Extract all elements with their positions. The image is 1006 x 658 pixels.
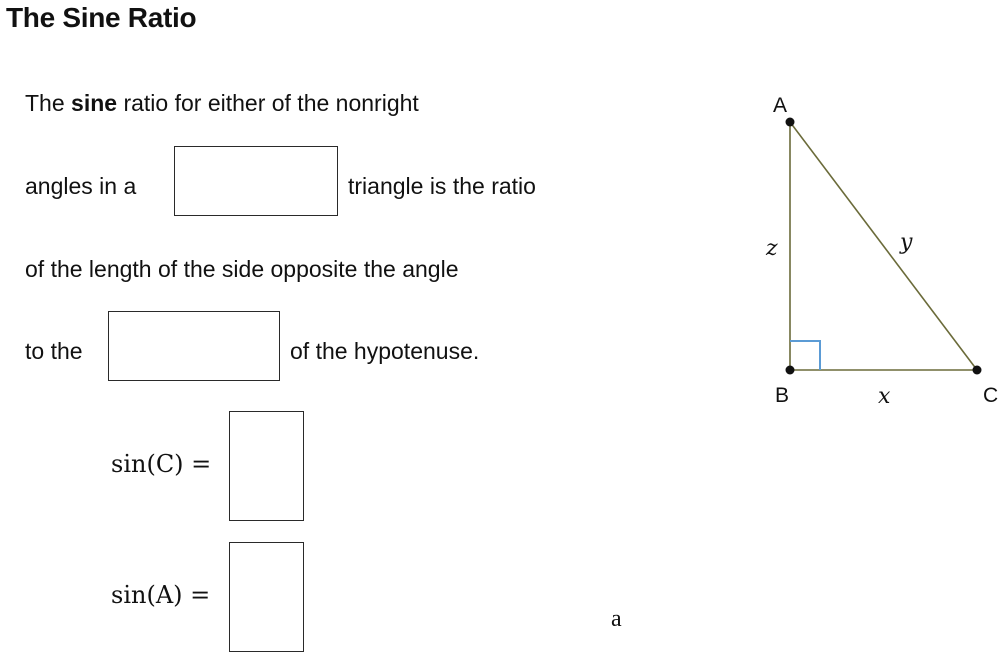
stray-text: a: [611, 606, 622, 632]
line2-post: triangle is the ratio: [348, 173, 536, 199]
vertex-c-label: C: [983, 384, 999, 407]
vertex-a-label: A: [773, 94, 788, 117]
sine-keyword: sine: [71, 90, 118, 116]
line1-pre: The: [25, 90, 72, 116]
triangle-type-blank[interactable]: [174, 146, 338, 216]
vertex-b-dot: [786, 366, 795, 375]
length-of-blank[interactable]: [108, 311, 280, 381]
sin-a-label: sin(A) =: [111, 581, 211, 609]
vertex-c-dot: [973, 366, 982, 375]
line1-post: ratio for either of the nonright: [117, 90, 419, 116]
triangle-sides: [790, 122, 977, 370]
sin-a-answer-box[interactable]: [229, 542, 304, 652]
side-ab-label: z: [766, 236, 778, 261]
vertex-b-label: B: [775, 384, 790, 407]
side-bc-label: x: [878, 384, 891, 409]
side-ac: [790, 122, 977, 370]
right-angle-marker: [790, 341, 820, 370]
line2-pre: angles in a: [25, 173, 137, 199]
side-ac-label: y: [900, 230, 913, 255]
paragraph-line-3: of the length of the side opposite the angle: [25, 256, 459, 282]
line4-post: of the hypotenuse.: [290, 338, 480, 364]
sin-c-label: sin(C) =: [111, 450, 212, 478]
line4-pre: to the: [25, 338, 83, 364]
vertex-a-dot: [786, 118, 795, 127]
sin-c-answer-box[interactable]: [229, 411, 304, 521]
page-title: The Sine Ratio: [6, 2, 197, 33]
right-triangle-diagram: [740, 85, 1006, 415]
paragraph-line-1: [25, 89, 419, 117]
